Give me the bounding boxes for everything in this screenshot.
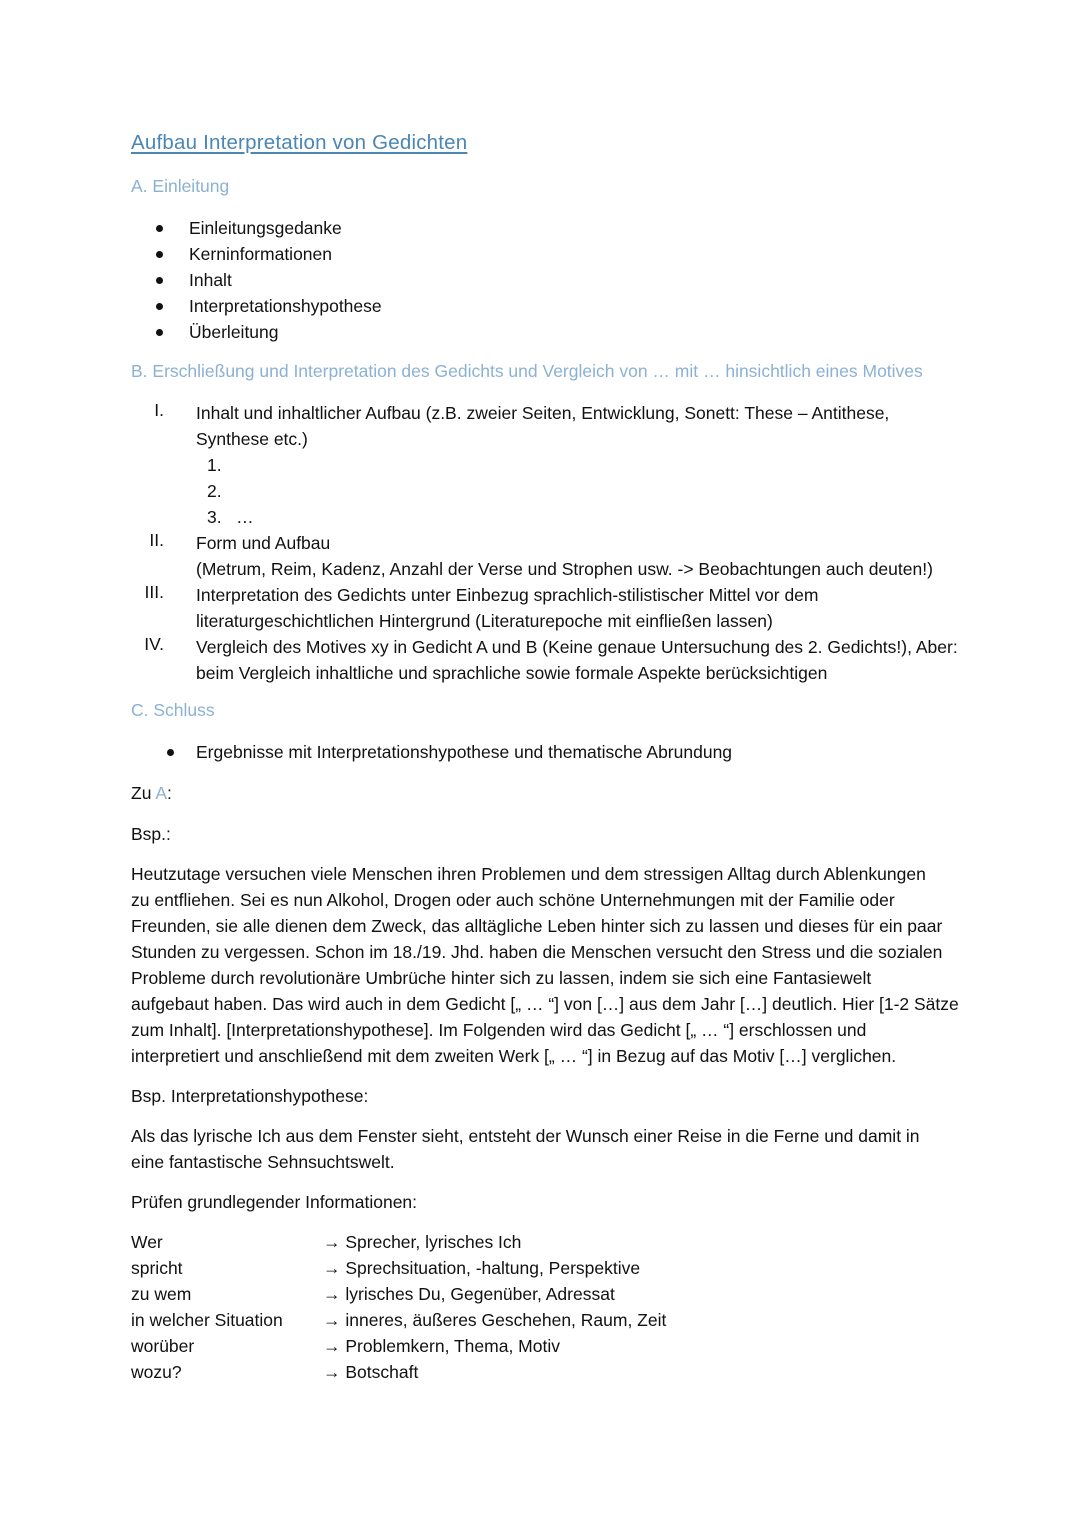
table-row (131, 1229, 731, 1255)
paragraph-line: Heutzutage versuchen viele Menschen ihren Problemen und dem stressigen Alltag durch Ablenkungen (131, 864, 926, 884)
bullet-icon (156, 225, 163, 232)
zu-a-letter: A (155, 783, 168, 803)
table-row (131, 1255, 731, 1281)
table-row (131, 1359, 731, 1385)
section-b-heading: B. Erschließung und Interpretation des Gedichts und Vergleich von … mit … hinsichtlich eines Motives (131, 361, 923, 381)
bullet-icon (156, 329, 163, 336)
question-cell: in welcher Situation (131, 1310, 283, 1330)
answer-cell: → inneres, äußeres Geschehen, Raum, Zeit (323, 1310, 667, 1330)
answer-cell: → Sprecher, lyrisches Ich (323, 1232, 522, 1252)
list-item-line: literaturgeschichtlichen Hintergrund (Literaturepoche mit einfließen lassen) (196, 611, 773, 631)
paragraph-line: Probleme durch revolutionäre Umbrüche hinter sich zu lassen, indem sie sich eine Fantasiewelt (131, 968, 872, 988)
roman-numeral: I. (154, 400, 164, 420)
section-c-heading: C. Schluss (131, 700, 215, 720)
bullet-icon (167, 749, 174, 756)
list-item-line: (Metrum, Reim, Kadenz, Anzahl der Verse und Strophen usw. -> Beobachtungen auch deuten!) (196, 559, 933, 579)
bullet-icon (156, 277, 163, 284)
page-title: Aufbau Interpretation von Gedichten (131, 131, 468, 154)
sub-item: 2. (207, 481, 222, 501)
question-cell: Wer (131, 1232, 163, 1252)
bullet-icon (156, 303, 163, 310)
list-item: Kerninformationen (189, 244, 332, 264)
answer-cell: → Problemkern, Thema, Motiv (323, 1336, 560, 1356)
question-cell: wozu? (131, 1362, 182, 1382)
zu-a-suffix: : (167, 783, 172, 803)
check-label: Prüfen grundlegender Informationen: (131, 1192, 418, 1212)
question-cell: worüber (131, 1336, 195, 1356)
paragraph-line: Stunden zu vergessen. Schon im 18./19. Jhd. haben die Menschen versucht den Stress und die sozialen (131, 942, 943, 962)
bullet-icon (156, 251, 163, 258)
list-item: Interpretationshypothese (189, 296, 382, 316)
zu-a-prefix: Zu (131, 783, 156, 803)
list-item-line: Synthese etc.) (196, 429, 308, 449)
answer-cell: → Sprechsituation, -haltung, Perspektive (323, 1258, 641, 1278)
hypothesis-label: Bsp. Interpretationshypothese: (131, 1086, 369, 1106)
table-row (131, 1307, 731, 1333)
list-item-line: Form und Aufbau (196, 533, 331, 553)
list-item-line: beim Vergleich inhaltliche und sprachliche sowie formale Aspekte berücksichtigen (196, 663, 828, 683)
list-item: Einleitungsgedanke (189, 218, 342, 238)
section-a-heading: A. Einleitung (131, 176, 230, 196)
list-item-line: Vergleich des Motives xy in Gedicht A und B (Keine genaue Untersuchung des 2. Gedichts!), Aber: (196, 637, 958, 657)
paragraph-line: zu entfliehen. Sei es nun Alkohol, Drogen oder auch schöne Unternehmungen mit der Familie oder (131, 890, 895, 910)
sub-item: 3. … (207, 507, 254, 527)
list-item-line: Inhalt und inhaltlicher Aufbau (z.B. zweier Seiten, Entwicklung, Sonett: These – Antithese, (196, 403, 890, 423)
paragraph-line: eine fantastische Sehnsuchtswelt. (131, 1152, 395, 1172)
zu-a-label (131, 780, 172, 806)
question-cell: zu wem (131, 1284, 192, 1304)
answer-cell: → Botschaft (323, 1362, 419, 1382)
question-cell: spricht (131, 1258, 183, 1278)
list-item: Ergebnisse mit Interpretationshypothese und thematische Abrundung (196, 742, 733, 762)
table-row (131, 1281, 731, 1307)
roman-numeral: III. (144, 582, 164, 602)
list-item-line: Interpretation des Gedichts unter Einbezug sprachlich-stilistischer Mittel vor dem (196, 585, 819, 605)
paragraph-line: zum Inhalt]. [Interpretationshypothese]. Im Folgenden wird das Gedicht [„ … “] erschlossen und (131, 1020, 867, 1040)
paragraph-line: Freunden, sie alle dienen dem Zweck, das alltägliche Leben hinter sich zu lassen und dieses für ein paar (131, 916, 943, 936)
paragraph-line: aufgebaut haben. Das wird auch in dem Gedicht [„ … “] von […] aus dem Jahr […] deutlich. Hier [1-2 Sätze (131, 994, 959, 1014)
roman-numeral: IV. (144, 634, 164, 654)
list-item: Überleitung (189, 322, 279, 342)
list-item: Inhalt (189, 270, 232, 290)
answer-cell: → lyrisches Du, Gegenüber, Adressat (323, 1284, 615, 1304)
paragraph-line: Als das lyrische Ich aus dem Fenster sieht, entsteht der Wunsch einer Reise in die Ferne und damit in (131, 1126, 920, 1146)
table-row (131, 1333, 731, 1359)
sub-item: 1. (207, 455, 222, 475)
roman-numeral: II. (149, 530, 164, 550)
paragraph-line: interpretiert und anschließend mit dem zweiten Werk [„ … “] in Bezug auf das Motiv […] verglichen. (131, 1046, 897, 1066)
example-label: Bsp.: (131, 824, 171, 844)
